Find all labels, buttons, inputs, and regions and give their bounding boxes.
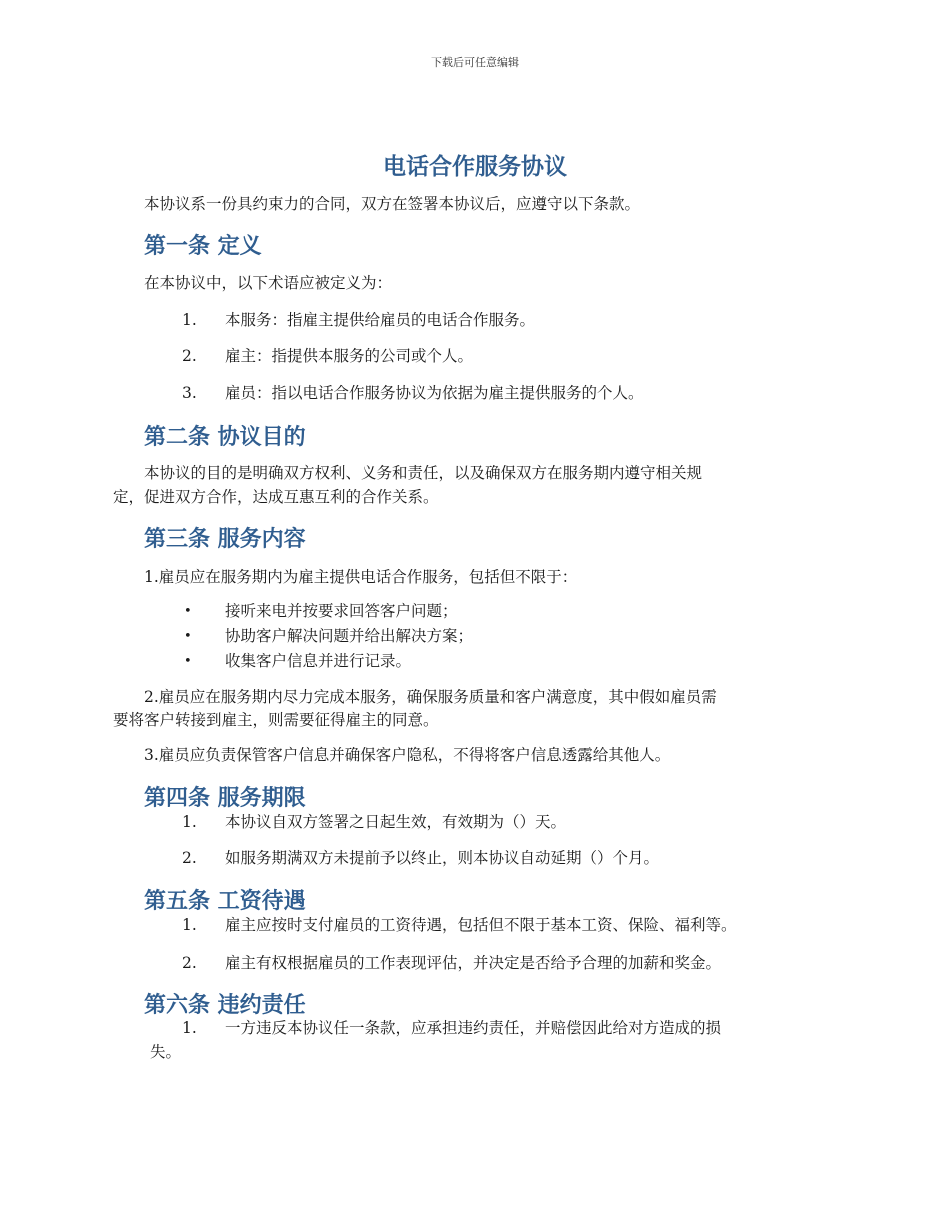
list-item-number: 2. bbox=[182, 954, 197, 972]
bullet-dot: • bbox=[184, 604, 192, 619]
article-1-lead: 在本协议中，以下术语应被定义为： bbox=[144, 274, 393, 292]
list-item-text-continuation: 失。 bbox=[150, 1043, 182, 1061]
article-4-heading: 第四条 服务期限 bbox=[144, 786, 306, 811]
article-3-heading: 第三条 服务内容 bbox=[144, 527, 306, 552]
list-item-text: 雇员：指以电话合作服务协议为依据为雇主提供服务的个人。 bbox=[225, 384, 644, 402]
document-title: 电话合作服务协议 bbox=[383, 154, 567, 180]
list-item-text: 雇主有权根据雇员的工作表现评估，并决定是否给予合理的加薪和奖金。 bbox=[225, 954, 722, 972]
article-2-heading: 第二条 协议目的 bbox=[144, 425, 306, 450]
list-item-text: 雇主应按时支付雇员的工资待遇，包括但不限于基本工资、保险、福利等。 bbox=[225, 916, 737, 934]
intro-paragraph: 本协议系一份具约束力的合同，双方在签署本协议后，应遵守以下条款。 bbox=[144, 195, 641, 213]
article-3-paragraph-3: 3.雇员应负责保管客户信息并确保客户隐私，不得将客户信息透露给其他人。 bbox=[144, 746, 671, 764]
bullet-dot: • bbox=[184, 654, 192, 669]
list-item-number: 1. bbox=[182, 916, 197, 934]
bullet-item-text: 接听来电并按要求回答客户问题； bbox=[225, 602, 458, 620]
list-item-number: 2. bbox=[182, 849, 197, 867]
article-1-heading: 第一条 定义 bbox=[144, 234, 262, 259]
list-item-number: 2. bbox=[182, 347, 197, 365]
list-item-text: 本服务：指雇主提供给雇员的电话合作服务。 bbox=[225, 311, 536, 329]
header-note: 下载后可任意编辑 bbox=[431, 56, 519, 69]
list-item-number: 1. bbox=[182, 813, 197, 831]
list-item-text: 一方违反本协议任一条款，应承担违约责任，并赔偿因此给对方造成的损 bbox=[225, 1019, 722, 1037]
list-item-text: 如服务期满双方未提前予以终止，则本协议自动延期（）个月。 bbox=[225, 849, 660, 867]
article-2-line-1: 本协议的目的是明确双方权利、义务和责任，以及确保双方在服务期内遵守相关规 bbox=[144, 464, 703, 482]
article-5-heading: 第五条 工资待遇 bbox=[144, 889, 306, 914]
article-3-paragraph-1: 1.雇员应在服务期内为雇主提供电话合作服务，包括但不限于： bbox=[144, 568, 578, 586]
article-3-paragraph-2-line-1: 2.雇员应在服务期内尽力完成本服务，确保服务质量和客户满意度，其中假如雇员需 bbox=[144, 688, 717, 706]
article-2-line-2: 定，促进双方合作，达成互惠互利的合作关系。 bbox=[113, 488, 439, 506]
bullet-item-text: 收集客户信息并进行记录。 bbox=[225, 652, 412, 670]
bullet-dot: • bbox=[184, 629, 192, 644]
list-item-text: 本协议自双方签署之日起生效，有效期为（）天。 bbox=[225, 813, 567, 831]
bullet-item-text: 协助客户解决问题并给出解决方案； bbox=[225, 627, 474, 645]
list-item-number: 1. bbox=[182, 311, 197, 329]
list-item-number: 3. bbox=[182, 384, 197, 402]
article-3-paragraph-2-line-2: 要将客户转接到雇主，则需要征得雇主的同意。 bbox=[113, 711, 439, 729]
list-item-number: 1. bbox=[182, 1019, 197, 1037]
article-6-heading: 第六条 违约责任 bbox=[144, 993, 306, 1018]
list-item-text: 雇主：指提供本服务的公司或个人。 bbox=[225, 347, 474, 365]
